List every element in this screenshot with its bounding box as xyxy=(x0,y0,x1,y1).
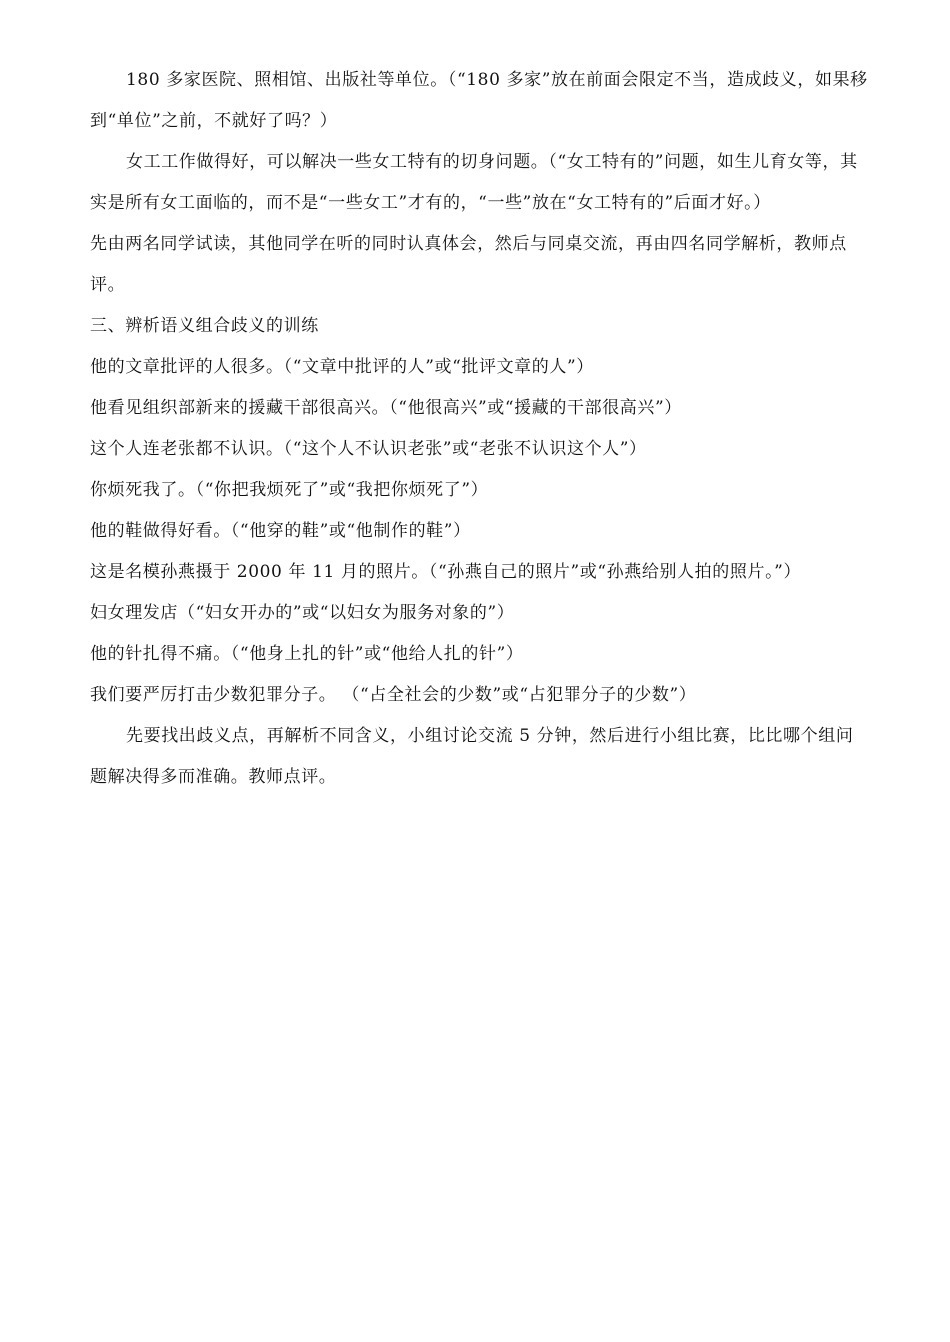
document-page xyxy=(90,60,870,798)
example-line: 他的鞋做得好看。（“他穿的鞋”或“他制作的鞋”） xyxy=(90,521,471,541)
section-heading: 三、辨析语义组合歧义的训练 xyxy=(90,316,319,336)
paragraph-class-activity: 先由两名同学试读，其他同学在听的同时认真体会，然后与同桌交流，再由四名同学解析，教师点评。 xyxy=(90,234,847,295)
example-line: 他的针扎得不痛。（“他身上扎的针”或“他给人扎的针”） xyxy=(90,644,524,664)
example-line: 你烦死我了。（“你把我烦死了”或“我把你烦死了”） xyxy=(90,480,489,500)
paragraph-closing-activity: 先要找出歧义点，再解析不同含义，小组讨论交流 5 分钟，然后进行小组比赛，比比哪个组问题解决得多而准确。教师点评。 xyxy=(90,726,854,787)
example-line: 他看见组织部新来的援藏干部很高兴。（“他很高兴”或“援藏的干部很高兴”） xyxy=(90,398,682,418)
example-line: 这个人连老张都不认识。（“这个人不认识老张”或“老张不认识这个人”） xyxy=(90,439,647,459)
example-line: 妇女理发店（“妇女开办的”或“以妇女为服务对象的”） xyxy=(90,603,515,623)
example-line: 他的文章批评的人很多。（“文章中批评的人”或“批评文章的人”） xyxy=(90,357,594,377)
paragraph-female-workers-example: 女工工作做得好，可以解决一些女工特有的切身问题。（“女工特有的”问题，如生儿育女等，其实是所有女工面临的，而不是“一些女工”才有的，“一些”放在“女工特有的”后面才好。） xyxy=(90,152,858,213)
example-line: 这是名模孙燕摄于 2000 年 11 月的照片。（“孙燕自己的照片”或“孙燕给别人拍的照片。”） xyxy=(90,562,802,582)
paragraph-hospital-example: 180 多家医院、照相馆、出版社等单位。（“180 多家”放在前面会限定不当，造成歧义，如果移到“单位”之前，不就好了吗？） xyxy=(90,70,868,131)
example-line: 我们要严厉打击少数犯罪分子。 （“占全社会的少数”或“占犯罪分子的少数”） xyxy=(90,685,697,705)
